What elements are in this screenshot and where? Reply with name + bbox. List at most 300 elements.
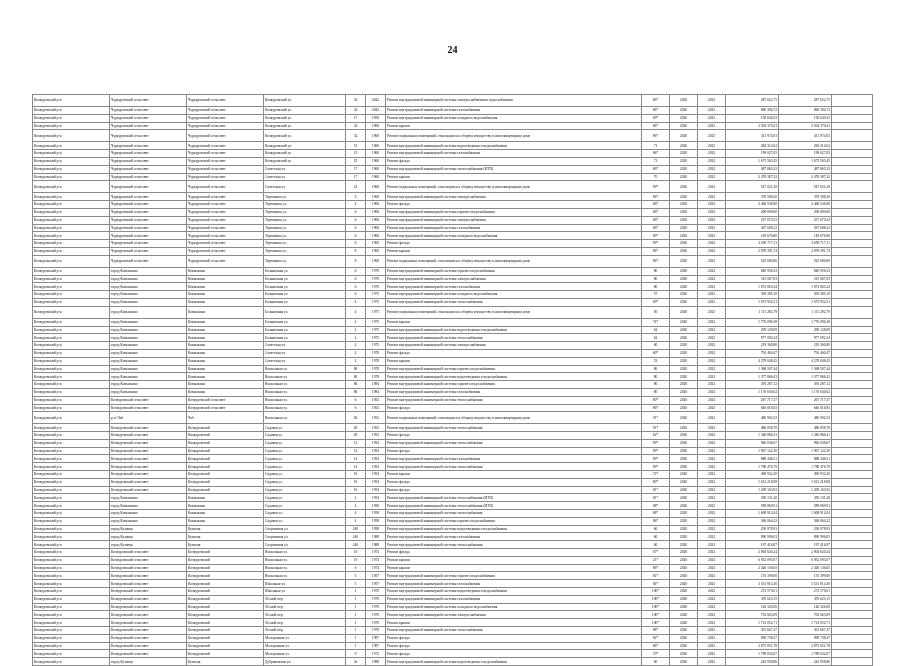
cell-district: Кочкуровский р-н xyxy=(33,439,110,447)
cell-empty xyxy=(832,619,873,627)
cell-work-type: Ремонт крыши xyxy=(386,247,642,255)
cell-work-type: Ремонт фасада xyxy=(386,642,642,650)
cell-municipality: город Ковылкино xyxy=(110,291,187,299)
cell-street: Лесной пер. xyxy=(264,627,346,635)
cell-year: 1978 xyxy=(366,357,386,365)
cell-street: Вокзальная ул. xyxy=(264,572,346,580)
cell-fund-cost: 243 958,86 xyxy=(779,658,832,666)
cell-end-year: 2023 xyxy=(698,224,726,232)
cell-end-year: 2023 xyxy=(698,447,726,455)
cell-settlement: Чаб xyxy=(187,412,264,424)
cell-work-type: Ремонт крыши xyxy=(386,564,642,572)
cell-district: Кочкуровский р-н xyxy=(33,130,110,142)
cell-municipality: Чуркуровский сельсовет xyxy=(110,208,187,216)
cell-total-cost: 1 776 096,38 xyxy=(726,318,779,326)
cell-municipality: Чуркуровский сельсовет xyxy=(110,240,187,248)
cell-wear: 60* xyxy=(642,349,670,357)
cell-house: 1 xyxy=(346,634,366,642)
cell-year: 1970 xyxy=(366,627,386,635)
cell-settlement: Чуркуровский сельсовет xyxy=(187,193,264,201)
cell-district: Кочкуровский р-н xyxy=(33,642,110,650)
cell-empty xyxy=(832,255,873,267)
cell-fund-cost: 2 460 536,80 xyxy=(779,201,832,209)
cell-fund-cost: 476 623,15 xyxy=(779,595,832,603)
table-row xyxy=(33,224,873,232)
cell-year: 1970 xyxy=(366,619,386,627)
cell-settlement: Ковылкино xyxy=(187,357,264,365)
cell-year: 1974 xyxy=(366,549,386,557)
cell-end-year: 2023 xyxy=(698,342,726,350)
cell-year: 1952 xyxy=(366,396,386,404)
cell-end-year: 2023 xyxy=(698,291,726,299)
cell-empty xyxy=(832,365,873,373)
cell-fund-cost: 490 932,20 xyxy=(779,471,832,479)
cell-fund-cost: 1 176 630,02 xyxy=(779,388,832,396)
table-row xyxy=(33,486,873,494)
cell-empty xyxy=(832,396,873,404)
cell-empty xyxy=(832,193,873,201)
cell-start-year: 2020 xyxy=(670,107,698,115)
cell-settlement: Кочкуровский xyxy=(187,634,264,642)
cell-end-year: 2023 xyxy=(698,650,726,658)
cell-empty xyxy=(832,658,873,666)
cell-empty xyxy=(832,549,873,557)
cell-street: Советская ул. xyxy=(264,165,346,173)
cell-start-year: 2020 xyxy=(670,455,698,463)
cell-work-type: Ремонт крыши xyxy=(386,173,642,181)
cell-municipality: город Ковылкино xyxy=(110,388,187,396)
cell-street: Терешкова ул. xyxy=(264,193,346,201)
cell-work-type: Ремонт внутридомовой инженерной системы водоотведения и водоснабжения xyxy=(386,588,642,596)
cell-district: Кочкуровский р-н xyxy=(33,267,110,275)
cell-empty xyxy=(832,642,873,650)
cell-wear: 84* xyxy=(642,580,670,588)
cell-end-year: 2023 xyxy=(698,658,726,666)
cell-settlement: Ковылкино xyxy=(187,306,264,318)
cell-district: Кочкуровский р-н xyxy=(33,318,110,326)
cell-work-type: Ремонт внутридомовой инженерной системы теплоснабжения xyxy=(386,627,642,635)
table-row xyxy=(33,240,873,248)
cell-year: 1970 xyxy=(366,275,386,283)
cell-district: Кочкуровский р-н xyxy=(33,404,110,412)
cell-total-cost: 360 064,22 xyxy=(726,517,779,525)
cell-fund-cost: 150 640,33 xyxy=(779,114,832,122)
cell-end-year: 2023 xyxy=(698,181,726,193)
cell-empty xyxy=(832,240,873,248)
cell-wear: 86* xyxy=(642,224,670,232)
cell-street: Вокзальная ул. xyxy=(264,365,346,373)
cell-year: 1970 xyxy=(366,603,386,611)
cell-municipality: Кочкуровский сельсовет xyxy=(110,564,187,572)
cell-house: 8 xyxy=(346,255,366,267)
cell-total-cost: 411 974,03 xyxy=(726,130,779,142)
cell-total-cost: 250 978,93 xyxy=(726,525,779,533)
cell-district: Кочкуровский р-н xyxy=(33,255,110,267)
cell-start-year: 2020 xyxy=(670,556,698,564)
cell-empty xyxy=(832,201,873,209)
cell-work-type: Ремонт внутридомовой инженерной системы электроснабжения xyxy=(386,342,642,350)
cell-total-cost: 840 956,52 xyxy=(726,267,779,275)
cell-total-cost: 1 612 218,08 xyxy=(726,478,779,486)
cell-municipality: Кочкуровский сельсовет xyxy=(110,455,187,463)
cell-district: Кочкуровский р-н xyxy=(33,619,110,627)
cell-fund-cost: 1 874 863,24 xyxy=(779,283,832,291)
cell-settlement: Ковылкино xyxy=(187,318,264,326)
table-row xyxy=(33,114,873,122)
cell-year: 2042 xyxy=(366,95,386,107)
cell-total-cost: 272 570,61 xyxy=(726,588,779,596)
cell-municipality: город Ковылкино xyxy=(110,318,187,326)
cell-total-cost: 525 686,80 xyxy=(726,255,779,267)
cell-start-year: 2020 xyxy=(670,165,698,173)
cell-work-type: Ремонт внутридомовой инженерной системы газоснабжения xyxy=(386,580,642,588)
cell-end-year: 2023 xyxy=(698,611,726,619)
cell-settlement: Чуркуровский сельсовет xyxy=(187,216,264,224)
cell-empty xyxy=(832,439,873,447)
cell-house: 8 xyxy=(346,247,366,255)
cell-year: 1974 xyxy=(366,564,386,572)
cell-district: Кочкуровский р-н xyxy=(33,107,110,115)
cell-district: Кочкуровский р-н xyxy=(33,181,110,193)
cell-fund-cost: 411 974,03 xyxy=(779,130,832,142)
cell-district: Кочкуровский р-н xyxy=(33,357,110,365)
cell-start-year: 2020 xyxy=(670,396,698,404)
cell-work-type: Ремонт фасада xyxy=(386,201,642,209)
cell-end-year: 2023 xyxy=(698,502,726,510)
cell-house: 4 xyxy=(346,517,366,525)
cell-street: Кочкуровский ул. xyxy=(264,142,346,150)
cell-work-type: Ремонт внутридомовой инженерной системы водоотведения и водоснабжения xyxy=(386,658,642,666)
cell-house: 2 xyxy=(346,342,366,350)
cell-end-year: 2023 xyxy=(698,130,726,142)
cell-district: Кочкуровский р-н xyxy=(33,494,110,502)
cell-year: 1960 xyxy=(366,193,386,201)
cell-empty xyxy=(832,541,873,549)
cell-fund-cost: 393 385,10 xyxy=(779,291,832,299)
cell-start-year: 2020 xyxy=(670,381,698,389)
cell-street: Кочкуровский ул. xyxy=(264,130,346,142)
cell-street: Советская ул. xyxy=(264,349,346,357)
cell-end-year: 2023 xyxy=(698,365,726,373)
cell-wear: 67* xyxy=(642,549,670,557)
cell-total-cost: 589 869,91 xyxy=(726,502,779,510)
cell-street: Лесной пер. xyxy=(264,611,346,619)
cell-settlement: Кочкуровский xyxy=(187,486,264,494)
cell-street: Вокзальная ул. xyxy=(264,404,346,412)
cell-year: 1970 xyxy=(366,283,386,291)
cell-house: 4 xyxy=(346,510,366,518)
cell-street: Кочкуровский ул. xyxy=(264,114,346,122)
cell-district: Кочкуровский р-н xyxy=(33,588,110,596)
cell-total-cost: 1 788 476,79 xyxy=(726,463,779,471)
cell-start-year: 2020 xyxy=(670,634,698,642)
cell-settlement: Кочкуровский xyxy=(187,595,264,603)
cell-work-type: Ремонт внутридомовой инженерной системы горячего водоснабжения xyxy=(386,381,642,389)
cell-start-year: 2020 xyxy=(670,471,698,479)
cell-wear: 91* xyxy=(642,424,670,432)
cell-wear: 60 xyxy=(642,342,670,350)
cell-settlement: Чуркуровский сельсовет xyxy=(187,232,264,240)
table-row xyxy=(33,173,873,181)
table-row xyxy=(33,107,873,115)
cell-end-year: 2023 xyxy=(698,373,726,381)
cell-district: Кочкуровский р-н xyxy=(33,232,110,240)
cell-wear: 90* xyxy=(642,240,670,248)
cell-start-year: 2020 xyxy=(670,373,698,381)
cell-end-year: 2023 xyxy=(698,627,726,635)
cell-work-type: Ремонт внутридомовой инженерной системы теплоснабжения xyxy=(386,439,642,447)
cell-municipality: город Ковылкино xyxy=(110,326,187,334)
cell-start-year: 2020 xyxy=(670,619,698,627)
cell-municipality: город Кузнецк xyxy=(110,541,187,549)
cell-empty xyxy=(832,556,873,564)
table-row xyxy=(33,447,873,455)
cell-total-cost: 350 131,20 xyxy=(726,494,779,502)
cell-work-type: Ремонт фасада xyxy=(386,478,642,486)
cell-end-year: 2023 xyxy=(698,471,726,479)
cell-work-type: Ремонт крыши xyxy=(386,556,642,564)
cell-fund-cost: 877 092,34 xyxy=(779,334,832,342)
cell-street: Вокзальная ул. xyxy=(264,556,346,564)
cell-street: Советская ул. xyxy=(264,342,346,350)
cell-municipality: Чуркуровский сельсовет xyxy=(110,107,187,115)
cell-end-year: 2023 xyxy=(698,193,726,201)
cell-district: Кочкуровский р-н xyxy=(33,634,110,642)
cell-settlement: Кочкуровский xyxy=(187,642,264,650)
cell-house: 2 xyxy=(346,357,366,365)
cell-house: 9 xyxy=(346,650,366,658)
cell-work-type: Ремонт фасада xyxy=(386,404,642,412)
table-row xyxy=(33,603,873,611)
cell-wear: 71 xyxy=(642,157,670,165)
cell-fund-cost: 547 021,29 xyxy=(779,181,832,193)
cell-street: Больничная ул. xyxy=(264,291,346,299)
cell-empty xyxy=(832,455,873,463)
cell-start-year: 2020 xyxy=(670,412,698,424)
cell-street: Терешкова ул. xyxy=(264,232,346,240)
cell-start-year: 2020 xyxy=(670,247,698,255)
cell-house: 10 xyxy=(346,556,366,564)
cell-fund-cost: 2 878 391,74 xyxy=(779,247,832,255)
cell-fund-cost: 909 738,47 xyxy=(779,634,832,642)
cell-work-type: Ремонт крыши xyxy=(386,357,642,365)
cell-house: 4 xyxy=(346,334,366,342)
table-row xyxy=(33,122,873,130)
cell-municipality: Чуркуровский сельсовет xyxy=(110,157,187,165)
cell-start-year: 2020 xyxy=(670,334,698,342)
cell-house: 6 xyxy=(346,404,366,412)
cell-house: 14 xyxy=(346,455,366,463)
cell-fund-cost: 393 287,12 xyxy=(779,381,832,389)
cell-settlement: Кузнецк xyxy=(187,541,264,549)
cell-street: Садовая ул. xyxy=(264,517,346,525)
table-row xyxy=(33,404,873,412)
cell-work-type: Ремонт внутридомовой инженерной системы теплоснабжения xyxy=(386,334,642,342)
cell-start-year: 2020 xyxy=(670,173,698,181)
cell-start-year: 2020 xyxy=(670,463,698,471)
cell-work-type: Ремонт фасада xyxy=(386,634,642,642)
cell-district: Кочкуровский р-н xyxy=(33,471,110,479)
cell-house: 86 xyxy=(346,373,366,381)
cell-fund-cost: 315 067,83 xyxy=(779,275,832,283)
cell-municipality: город Кузнецк xyxy=(110,533,187,541)
cell-settlement: Чуркуровский сельсовет xyxy=(187,142,264,150)
table-row xyxy=(33,388,873,396)
cell-street: Вокзальная ул. xyxy=(264,396,346,404)
cell-street: Терешкова ул. xyxy=(264,208,346,216)
cell-year: 1960 xyxy=(366,130,386,142)
cell-empty xyxy=(832,349,873,357)
cell-district: Кочкуровский р-н xyxy=(33,502,110,510)
cell-year: 1952 xyxy=(366,432,386,440)
cell-total-cost: 299 128,09 xyxy=(726,326,779,334)
cell-total-cost: 393 287,12 xyxy=(726,381,779,389)
cell-settlement: Ковылкино xyxy=(187,388,264,396)
cell-district: Кочкуровский р-н xyxy=(33,627,110,635)
cell-year: 1970 xyxy=(366,588,386,596)
cell-street: Кочкуровский ул. xyxy=(264,107,346,115)
cell-settlement: Чуркуровский сельсовет xyxy=(187,95,264,107)
cell-house: 5 xyxy=(346,572,366,580)
cell-year: 1978 xyxy=(366,373,386,381)
cell-settlement: Кочкуровский xyxy=(187,424,264,432)
cell-wear: 100* xyxy=(642,603,670,611)
cell-total-cost: 150 640,33 xyxy=(726,114,779,122)
cell-year: 1952 xyxy=(366,424,386,432)
cell-house: 20 xyxy=(346,424,366,432)
cell-settlement: Чуркуровский сельсовет xyxy=(187,255,264,267)
cell-district: Кочкуровский р-н xyxy=(33,173,110,181)
cell-fund-cost: 350 131,20 xyxy=(779,494,832,502)
cell-start-year: 2020 xyxy=(670,240,698,248)
cell-end-year: 2023 xyxy=(698,595,726,603)
cell-empty xyxy=(832,208,873,216)
cell-end-year: 2023 xyxy=(698,541,726,549)
cell-house: 15 xyxy=(346,142,366,150)
cell-settlement: Чуркуровский сельсовет xyxy=(187,165,264,173)
table-row xyxy=(33,658,873,666)
cell-house: 86 xyxy=(346,365,366,373)
cell-house: 6 xyxy=(346,240,366,248)
cell-settlement: Кузнецк xyxy=(187,525,264,533)
cell-empty xyxy=(832,381,873,389)
cell-district: Кочкуровский р-н xyxy=(33,306,110,318)
cell-district: Кочкуровский р-н xyxy=(33,298,110,306)
cell-house: 21 xyxy=(346,181,366,193)
table-row xyxy=(33,326,873,334)
cell-fund-cost: 1 608 912,04 xyxy=(779,510,832,518)
cell-street: Молодежная ул. xyxy=(264,634,346,642)
cell-end-year: 2023 xyxy=(698,424,726,432)
cell-end-year: 2023 xyxy=(698,247,726,255)
cell-empty xyxy=(832,298,873,306)
cell-end-year: 2023 xyxy=(698,298,726,306)
table-row xyxy=(33,283,873,291)
cell-fund-cost: 250 978,93 xyxy=(779,525,832,533)
cell-end-year: 2023 xyxy=(698,556,726,564)
cell-municipality: Кочкуровский сельсовет xyxy=(110,396,187,404)
cell-start-year: 2020 xyxy=(670,658,698,666)
table-row xyxy=(33,424,873,432)
cell-fund-cost: 840 956,52 xyxy=(779,267,832,275)
cell-district: Кочкуровский р-н xyxy=(33,157,110,165)
cell-year: 1960 xyxy=(366,247,386,255)
cell-year: 1975 xyxy=(366,342,386,350)
cell-empty xyxy=(832,157,873,165)
cell-municipality: Кочкуровский сельсовет xyxy=(110,588,187,596)
cell-start-year: 2020 xyxy=(670,627,698,635)
cell-work-type: Ремонт внутридомовой инженерной системы газоснабжения xyxy=(386,533,642,541)
cell-year: 1959 xyxy=(366,114,386,122)
table-row xyxy=(33,533,873,541)
cell-municipality: город Кузнецк xyxy=(110,658,187,666)
cell-end-year: 2023 xyxy=(698,525,726,533)
cell-work-type: Ремонт внутридомовой инженерной системы холодного водоснабжения xyxy=(386,232,642,240)
cell-total-cost: 2 504 370,41 xyxy=(726,122,779,130)
cell-year: 1975 xyxy=(366,298,386,306)
cell-fund-cost: 2 904 620,24 xyxy=(779,549,832,557)
cell-year: 1960 xyxy=(366,181,386,193)
cell-start-year: 2020 xyxy=(670,642,698,650)
cell-work-type: Ремонт фасада xyxy=(386,650,642,658)
cell-municipality: Чуркуровский сельсовет xyxy=(110,247,187,255)
cell-fund-cost: 966 036,67 xyxy=(779,439,832,447)
cell-empty xyxy=(832,588,873,596)
cell-settlement: Кочкуровский xyxy=(187,556,264,564)
cell-house: 2 xyxy=(346,349,366,357)
cell-total-cost: 476 623,15 xyxy=(726,595,779,603)
table-row xyxy=(33,549,873,557)
cell-street: Больничная ул. xyxy=(264,298,346,306)
cell-year: 1984 xyxy=(366,388,386,396)
cell-house: 6 xyxy=(346,267,366,275)
cell-empty xyxy=(832,525,873,533)
cell-settlement: Чуркуровский сельсовет xyxy=(187,240,264,248)
cell-fund-cost: 367 608,22 xyxy=(779,224,832,232)
cell-empty xyxy=(832,326,873,334)
cell-empty xyxy=(832,114,873,122)
cell-district: Кочкуровский р-н xyxy=(33,510,110,518)
cell-wear: 70 xyxy=(642,173,670,181)
cell-end-year: 2023 xyxy=(698,439,726,447)
cell-street: Школьная ул. xyxy=(264,588,346,596)
cell-wear: 60 xyxy=(642,533,670,541)
cell-municipality: Чуркуровский сельсовет xyxy=(110,201,187,209)
cell-total-cost: 1 675 563,45 xyxy=(726,157,779,165)
cell-house: 32 xyxy=(346,122,366,130)
cell-year: 1960 xyxy=(366,173,386,181)
cell-house: 17 xyxy=(346,173,366,181)
cell-municipality: Кочкуровский сельсовет xyxy=(110,478,187,486)
cell-end-year: 2023 xyxy=(698,642,726,650)
cell-wear: 81* xyxy=(642,486,670,494)
cell-work-type: Ремонт внутридомовой инженерной системы газоснабжения xyxy=(386,283,642,291)
cell-wear: 86* xyxy=(642,150,670,158)
cell-total-cost: 1 111 282,79 xyxy=(726,306,779,318)
cell-work-type: Ремонт внутридомовой инженерной системы теплоснабжения (ИТП) xyxy=(386,494,642,502)
cell-empty xyxy=(832,533,873,541)
cell-house: 10 xyxy=(346,549,366,557)
cell-house: 240 xyxy=(346,533,366,541)
cell-total-cost: 2 878 391,74 xyxy=(726,247,779,255)
cell-municipality: Чуркуровский сельсовет xyxy=(110,193,187,201)
cell-street: Садовая ул. xyxy=(264,510,346,518)
cell-district: Кочкуровский р-н xyxy=(33,114,110,122)
cell-fund-cost: 1 714 052,71 xyxy=(779,619,832,627)
cell-start-year: 2020 xyxy=(670,193,698,201)
cell-street: Вокзальная ул. xyxy=(264,388,346,396)
cell-district: Кочкуровский р-н xyxy=(33,396,110,404)
